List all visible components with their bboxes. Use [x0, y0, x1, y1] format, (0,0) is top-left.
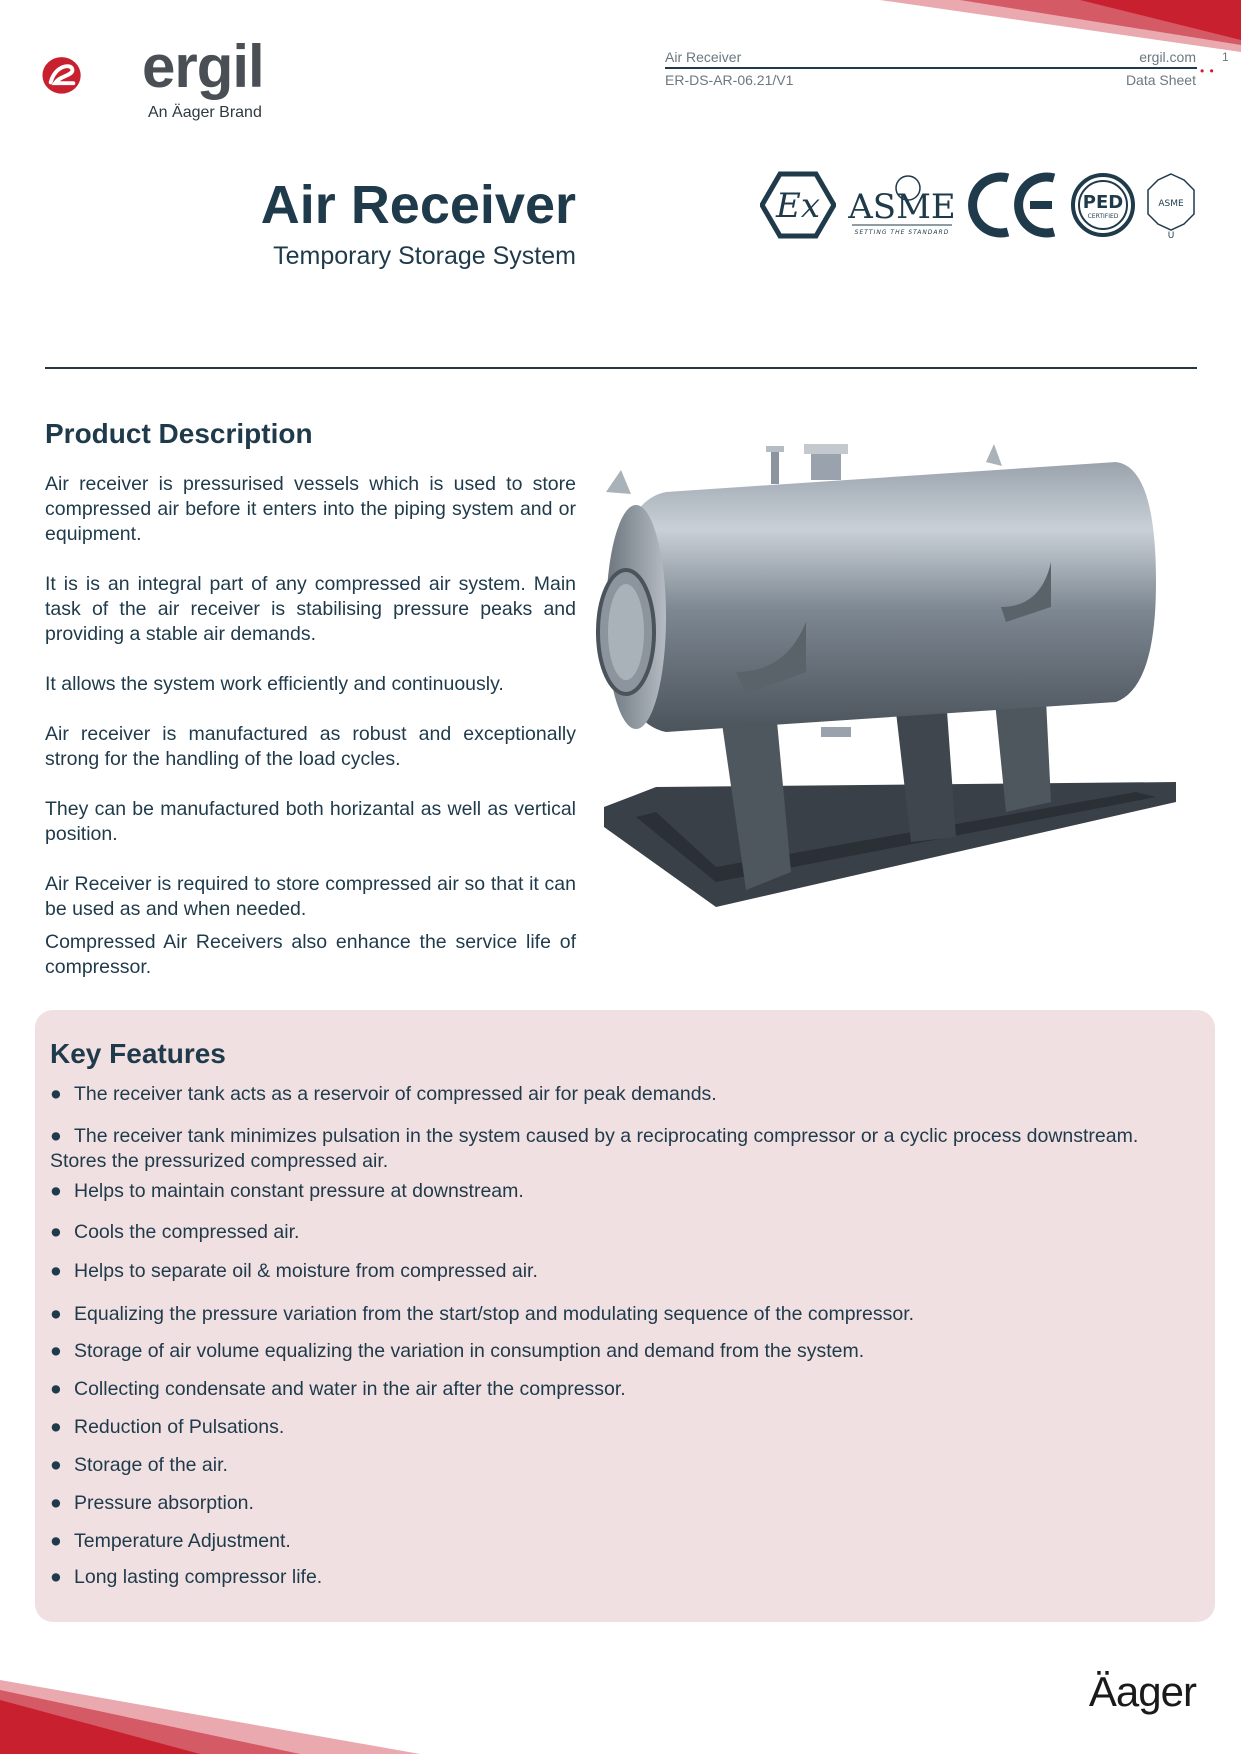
list-item: ● Cools the compressed air.	[50, 1221, 300, 1243]
page-title: Air Receiver	[260, 175, 576, 235]
list-item: ● Pressure absorption.	[50, 1492, 254, 1514]
section-divider	[45, 367, 1197, 369]
logo-tagline: An Äager Brand	[148, 104, 262, 121]
description-paragraph: Air Receiver is required to store compressed air so that it can be used as and when needed.	[45, 873, 576, 920]
list-item: ● Helps to separate oil & moisture from compressed air.	[50, 1260, 538, 1282]
ergil-logo-icon	[42, 28, 142, 128]
description-paragraph: It is is an integral part of any compressed air system. Main task of the air receiver is stabilising pressure peaks and providing a stable air demands.	[45, 573, 576, 645]
svg-text:SETTING THE STANDARD: SETTING THE STANDARD	[854, 229, 950, 236]
bullet-icon: ●	[50, 1221, 62, 1243]
list-item: ● Helps to maintain constant pressure at downstream.	[50, 1180, 524, 1202]
corner-decoration-bottom-left	[0, 1670, 420, 1754]
description-paragraph: Air receiver is pressurised vessels which is used to store compressed air before it enters into the piping system and or equipment.	[45, 473, 576, 545]
bullet-icon: ●	[50, 1303, 62, 1325]
page-subtitle: Temporary Storage System	[273, 242, 576, 270]
list-item: ● Long lasting compressor life.	[50, 1566, 323, 1588]
svg-text:CERTIFIED: CERTIFIED	[1087, 213, 1119, 220]
bullet-icon: ●	[50, 1492, 62, 1514]
header-doc-code: ER-DS-AR-06.21/V1	[665, 72, 794, 88]
bullet-icon: ●	[50, 1416, 62, 1438]
ex-atex-icon	[760, 170, 836, 240]
asme-u-stamp-icon	[1144, 170, 1198, 240]
asme-icon	[846, 170, 958, 240]
bullet-icon: ●	[50, 1340, 62, 1362]
list-item: ● The receiver tank minimizes pulsation in the system caused by a reciprocating compressor or a cyclic process downstream. Stores the pressurized compressed air.	[50, 1125, 1139, 1172]
list-item: ● Collecting condensate and water in the air after the compressor.	[50, 1378, 626, 1400]
bullet-icon: ●	[50, 1566, 62, 1588]
ce-mark-icon	[968, 170, 1060, 240]
svg-text:U: U	[1167, 231, 1175, 240]
bullet-icon: ●	[50, 1454, 62, 1476]
description-paragraph: They can be manufactured both horizantal as well as vertical position.	[45, 798, 576, 845]
air-receiver-tank-image	[596, 432, 1196, 952]
bullet-icon: ●	[50, 1260, 62, 1282]
logo-wordmark: ergil	[142, 33, 264, 100]
svg-text:ASME: ASME	[1158, 199, 1184, 209]
bullet-icon: ●	[50, 1125, 62, 1147]
svg-text:PED: PED	[1082, 192, 1124, 213]
list-item: ● Storage of air volume equalizing the variation in consumption and demand from the system.	[50, 1340, 865, 1362]
header-doc-type: Data Sheet	[1125, 72, 1196, 88]
list-item: ● The receiver tank acts as a reservoir of compressed air for peak demands.	[50, 1083, 717, 1105]
header-product-name: Air Receiver	[665, 49, 742, 65]
ped-certified-icon	[1070, 170, 1136, 240]
bullet-icon: ●	[50, 1378, 62, 1400]
header-divider	[665, 67, 1197, 69]
page-marker-dots: • •	[1200, 64, 1215, 78]
list-item: ● Equalizing the pressure variation from the start/stop and modulating sequence of the compressor.	[50, 1303, 915, 1325]
list-item: ● Reduction of Pulsations.	[50, 1416, 285, 1438]
aager-brand-logo: Äager	[1088, 1668, 1196, 1715]
svg-text:Ex: Ex	[776, 186, 820, 226]
header-website-link[interactable]: ergil.com	[1139, 49, 1196, 65]
description-paragraph: Compressed Air Receivers also enhance the service life of compressor.	[45, 931, 576, 978]
list-item: ● Storage of the air.	[50, 1454, 228, 1476]
product-description-heading: Product Description	[45, 418, 313, 449]
key-features-heading: Key Features	[50, 1038, 226, 1069]
page-number: 1	[1222, 50, 1229, 64]
bullet-icon: ●	[50, 1083, 62, 1105]
description-paragraph: It allows the system work efficiently and continuously.	[45, 673, 504, 695]
bullet-icon: ●	[50, 1180, 62, 1202]
bullet-icon: ●	[50, 1530, 62, 1552]
description-paragraph: Air receiver is manufactured as robust and exceptionally strong for the handling of the load cycles.	[45, 723, 576, 770]
svg-text:ASME: ASME	[848, 187, 956, 227]
list-item: ● Temperature Adjustment.	[50, 1530, 291, 1552]
